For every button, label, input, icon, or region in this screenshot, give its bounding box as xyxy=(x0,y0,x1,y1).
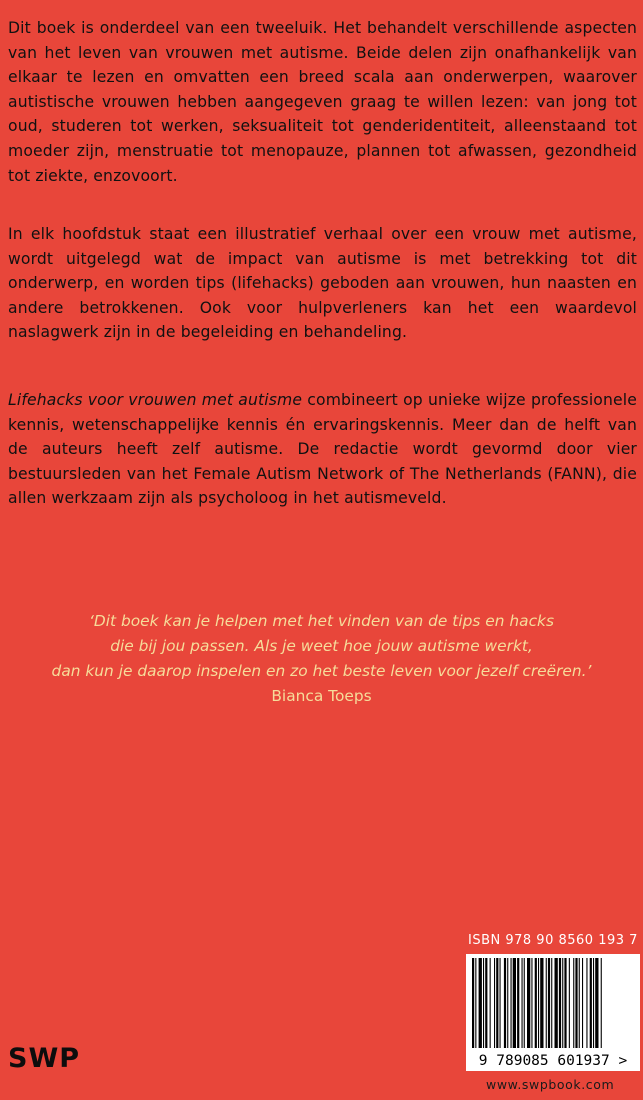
barcode-bar xyxy=(517,958,519,1048)
barcode-bar xyxy=(483,958,484,1048)
quote-line-2: die bij jou passen. Als je weet hoe jouw autisme werkt, xyxy=(110,637,533,655)
barcode-digits: 9 789085 601937 > xyxy=(478,1053,628,1069)
barcode-bar xyxy=(564,958,566,1048)
book-title: Lifehacks voor vrouwen met autisme xyxy=(8,391,303,409)
barcode-bar xyxy=(562,958,563,1048)
barcode-bar xyxy=(593,958,594,1048)
barcode-bar xyxy=(575,958,577,1048)
barcode-bar xyxy=(540,958,543,1048)
barcode-bar xyxy=(546,958,547,1048)
barcode-bar xyxy=(513,958,516,1048)
barcode-bar xyxy=(595,958,598,1048)
barcode-bar xyxy=(494,958,495,1048)
quote-line-1: ‘Dit boek kan je helpen met het vinden van de tips en hacks xyxy=(89,612,554,630)
barcode-bar xyxy=(485,958,487,1048)
barcode-bar xyxy=(586,958,587,1048)
barcode-bar xyxy=(524,958,525,1048)
authors-paragraph-text: combineert op unieke wijze professionele kennis, wetenschappelijke kennis én ervaringskennis. Meer dan de helft van de auteurs heeft zelf autisme. De redactie wordt gevormd door vier bestuursleden van het Female Autism Network of The Netherlands (FANN), die allen werkzaam zijn als psycholoog in het autismeveld. xyxy=(8,391,638,508)
barcode-bar xyxy=(500,958,501,1048)
quote-line-3: dan kun je daarop inspelen en zo het beste leven voor jezelf creëren.’ xyxy=(51,662,592,680)
barcode-bar xyxy=(531,958,532,1048)
barcode-bar xyxy=(496,958,498,1048)
barcode-bar xyxy=(579,958,580,1048)
barcode-bar xyxy=(573,958,574,1048)
website-url: www.swpbook.com xyxy=(486,1077,615,1092)
barcode-bar xyxy=(569,958,570,1048)
barcode-bar xyxy=(590,958,592,1048)
barcode xyxy=(466,954,640,1071)
barcode-bar xyxy=(475,958,476,1048)
barcode-bar xyxy=(479,958,482,1048)
barcode-bar xyxy=(555,958,558,1048)
barcode-bar xyxy=(507,958,508,1048)
authors-paragraph xyxy=(8,388,637,511)
barcode-bar xyxy=(511,958,512,1048)
quote-author: Bianca Toeps xyxy=(271,687,372,705)
barcode-bar xyxy=(582,958,583,1048)
barcode-bar xyxy=(522,958,523,1048)
barcode-bar xyxy=(490,958,491,1048)
intro-paragraph: Dit boek is onderdeel van een tweeluik. Het behandelt verschillende aspecten van het leven van vrouwen met autisme. Beide delen zijn onafhankelijk van elkaar te lezen en omvatten een breed scala aan onderwerpen, waarover autistische vrouwen hebben aangegeven graag te willen lezen: van jong tot oud, studeren tot werken, seksualiteit tot genderidentiteit, alleenstaand tot moeder zijn, menstruatie tot menopauze, plannen tot afwassen, gezondheid tot ziekte, enzovoort. xyxy=(8,19,637,185)
publisher-logo: SWP xyxy=(8,1043,81,1074)
barcode-bar xyxy=(601,958,602,1048)
barcode-bar xyxy=(527,958,530,1048)
review-quote xyxy=(20,609,623,709)
barcode-bar xyxy=(472,958,474,1048)
barcode-bar xyxy=(551,958,552,1048)
barcode-bar xyxy=(538,958,539,1048)
barcode-bar xyxy=(535,958,537,1048)
chapter-paragraph: In elk hoofdstuk staat een illustratief verhaal over een vrouw met autisme, wordt uitgelegd wat de impact van autisme is met betrekking tot dit onderwerp, en worden tips (lifehacks) geboden aan vrouwen, hun naasten en andere betrokkenen. Ook voor hulpverleners kan het een waardevol naslagwerk zijn in de begeleiding en behandeling. xyxy=(8,225,637,342)
barcode-bar xyxy=(504,958,506,1048)
isbn-label: ISBN 978 90 8560 193 7 xyxy=(468,933,638,948)
barcode-bar xyxy=(548,958,550,1048)
barcode-bar xyxy=(559,958,561,1048)
